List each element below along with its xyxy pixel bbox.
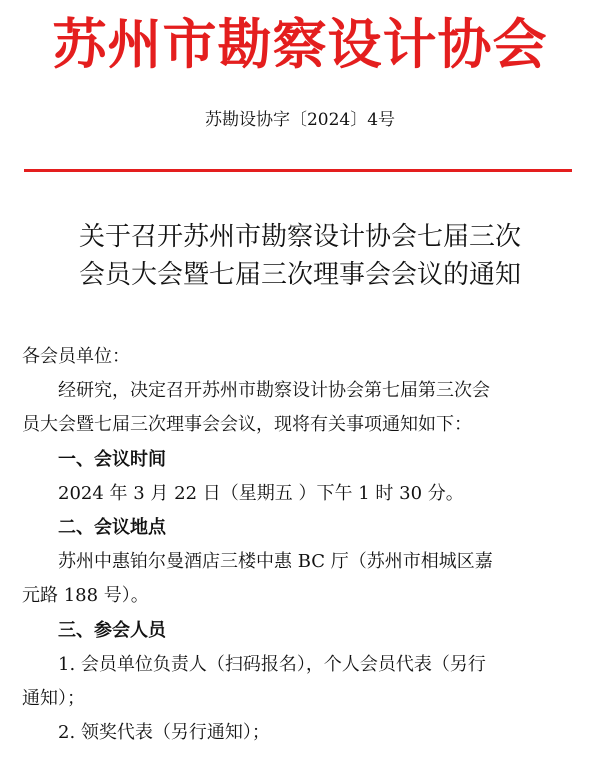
item-1-line-1: 1. 会员单位负责人（扫码报名），个人会员代表（另行 xyxy=(58,653,486,675)
red-divider xyxy=(24,169,572,172)
document-number: 苏勘设协字〔2024〕4号 xyxy=(204,110,396,130)
salutation: 各会员单位： xyxy=(22,346,130,367)
organization-name: 苏州市勘察设计协会 xyxy=(52,12,548,76)
section-2-line-1: 苏州中惠铂尔曼酒店三楼中惠 BC 厅（苏州市相城区嘉 xyxy=(58,551,493,573)
intro-line-1: 经研究，决定召开苏州市勘察设计协会第七届第三次会 xyxy=(58,380,490,402)
section-1-text: 2024 年 3 月 22 日（星期五 ）下午 1 时 30 分。 xyxy=(58,482,464,504)
section-2-line-2: 元路 188 号）。 xyxy=(22,585,149,607)
document-body xyxy=(22,340,577,750)
item-2-line-1: 2. 领奖代表（另行通知）； xyxy=(58,722,270,744)
section-2-heading: 二、会议地点 xyxy=(58,517,166,539)
intro-line-2: 员大会暨七届三次理事会会议，现将有关事项通知如下： xyxy=(22,414,472,436)
document-title-line-2: 会员大会暨七届三次理事会会议的通知 xyxy=(78,260,521,290)
item-1-line-2: 通知）； xyxy=(22,688,85,710)
document-title xyxy=(0,218,600,294)
section-3-heading: 三、参会人员 xyxy=(58,619,166,641)
document-title-line-1: 关于召开苏州市勘察设计协会七届三次 xyxy=(78,222,521,252)
section-1-heading: 一、会议时间 xyxy=(58,448,166,470)
